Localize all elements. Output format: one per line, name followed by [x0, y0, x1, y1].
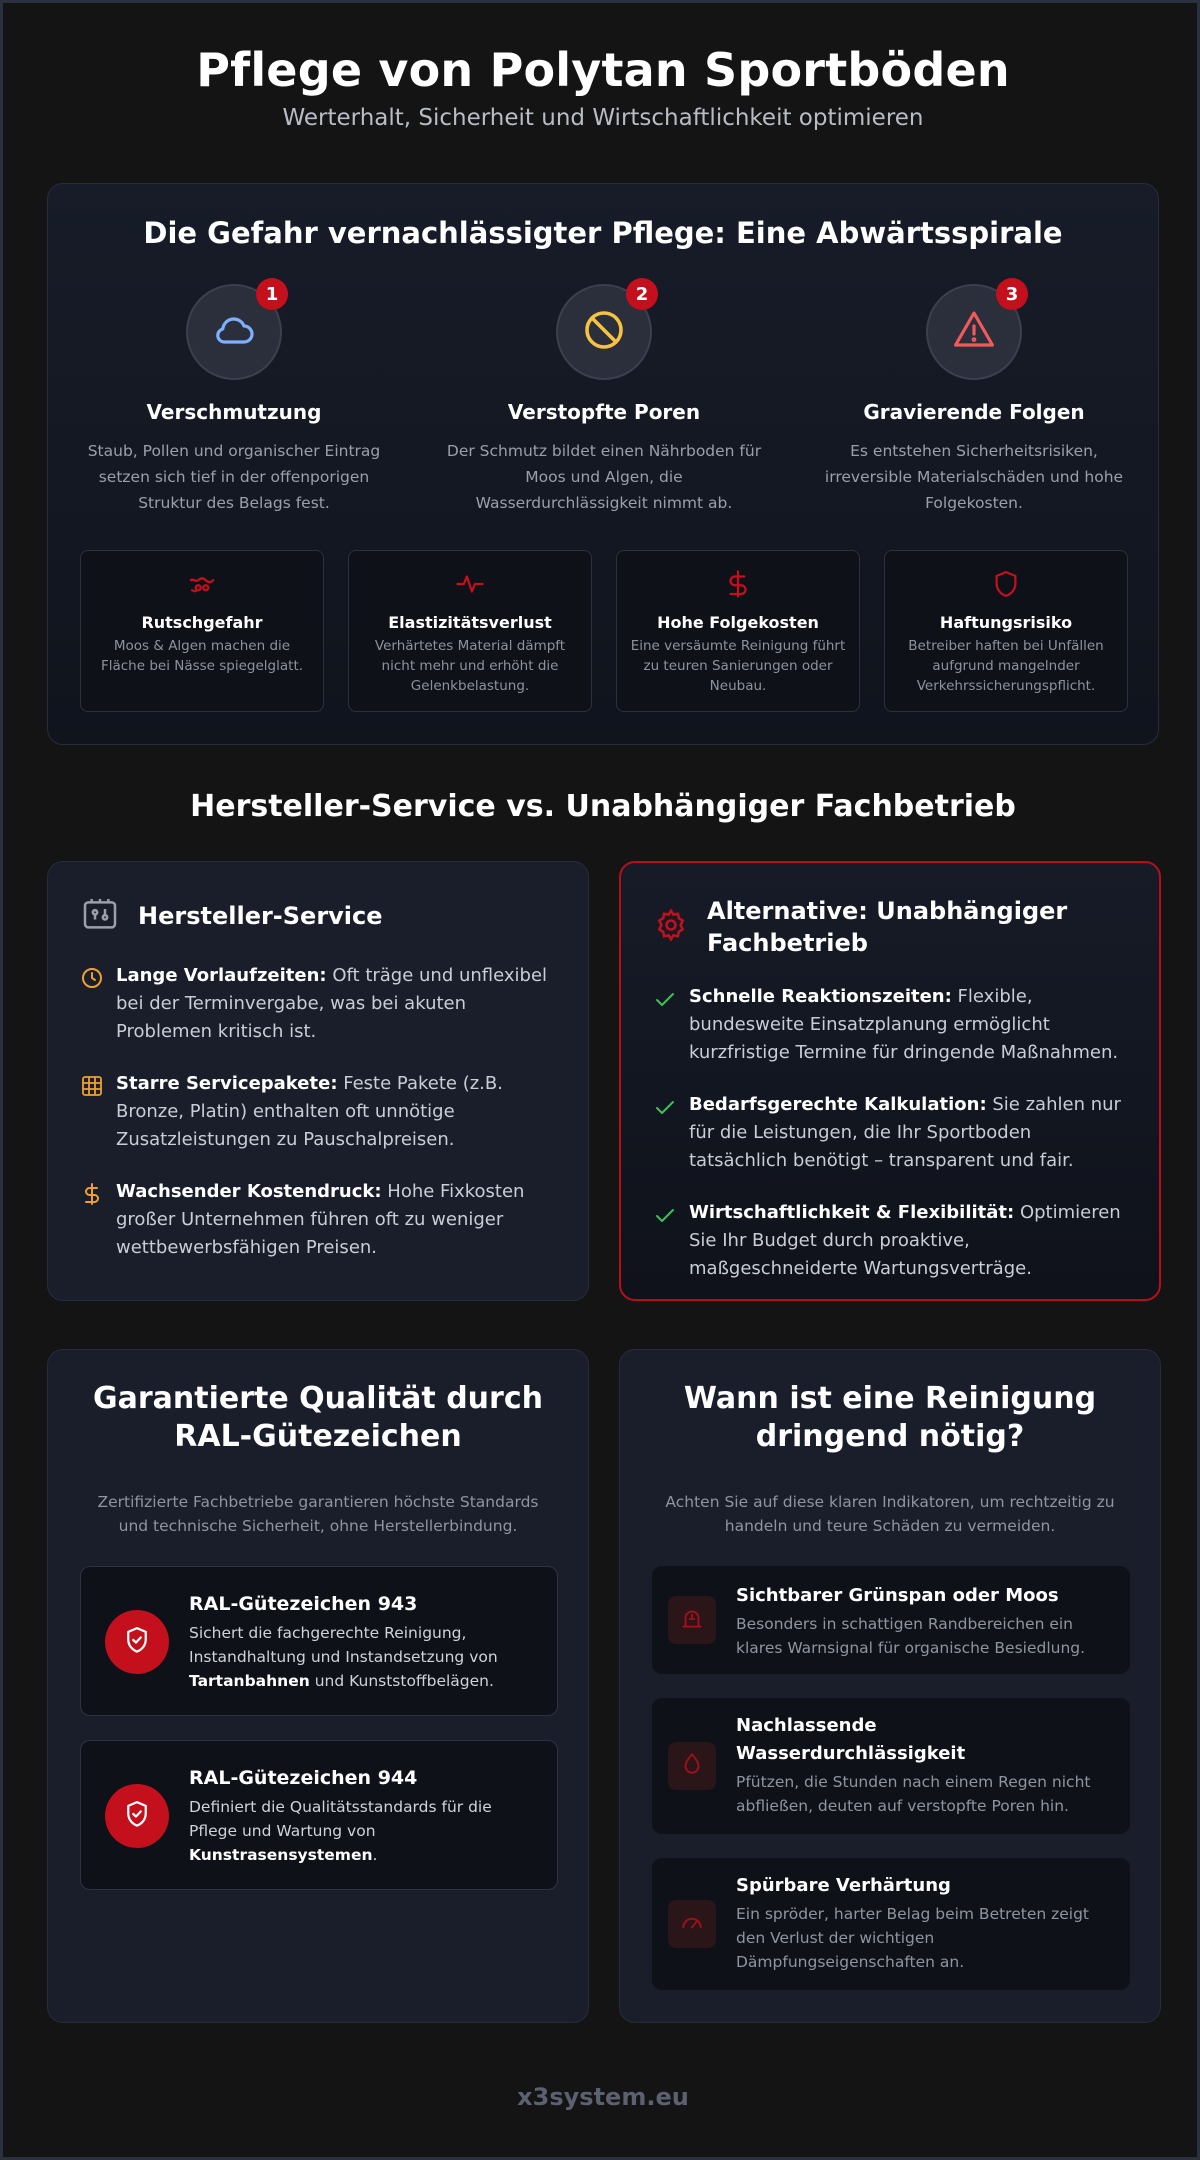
ral-text-bold: Tartanbahnen — [189, 1672, 310, 1690]
indicator-text: Besonders in schattigen Randbereichen ein klares Warnsignal für organische Besiedlung. — [736, 1615, 1086, 1657]
check-icon — [653, 1095, 679, 1123]
indicator-item — [652, 1858, 1130, 1990]
step-icon-circle — [556, 284, 652, 380]
alternative-list — [653, 983, 1127, 1283]
item-bold: Starre Servicepakete: — [116, 1073, 338, 1094]
pulse-icon — [455, 584, 485, 603]
list-item — [653, 1199, 1127, 1283]
check-icon — [653, 1203, 679, 1231]
list-item — [653, 1091, 1127, 1175]
list-item — [653, 983, 1127, 1067]
indicator-title: Spürbare Verhärtung — [736, 1875, 951, 1896]
shield-icon — [991, 584, 1021, 603]
check-icon — [653, 987, 679, 1015]
slip-icon — [187, 584, 217, 603]
warning-icon — [950, 306, 998, 358]
shield-check-icon — [122, 1625, 152, 1659]
ral-text-after: . — [372, 1846, 378, 1864]
manufacturer-title: Hersteller-Service — [138, 902, 383, 930]
risk-card-rutschgefahr — [80, 550, 324, 712]
risk-card-haftung — [884, 550, 1128, 712]
gear-icon — [653, 907, 689, 947]
grid-icon — [80, 1074, 106, 1102]
step-title: Verschmutzung — [146, 400, 322, 424]
page-subtitle: Werterhalt, Sicherheit und Wirtschaftlichkeit optimieren — [282, 105, 924, 131]
list-item — [80, 962, 556, 1046]
step-text: Der Schmutz bildet einen Nährboden für Moos und Algen, die Wasserdurchlässigkeit nimmt ab. — [446, 442, 762, 512]
indicator-title: Nachlassende Wasserdurchlässigkeit — [736, 1715, 966, 1764]
cloud-icon — [210, 306, 258, 358]
urgent-intro: Achten Sie auf diese klaren Indikatoren, um rechtzeitig zu handeln und teure Schäden zu vermeiden. — [665, 1493, 1115, 1535]
step-text: Staub, Pollen und organischer Eintrag setzen sich tief in der offenporigen Struktur des Belags fest. — [87, 442, 381, 512]
step-title: Verstopfte Poren — [507, 400, 701, 424]
list-item — [80, 1178, 556, 1262]
item-bold: Wirtschaftlichkeit & Flexibilität: — [689, 1202, 1015, 1223]
item-text: Oft träge und unflexibel bei der Terminvergabe, was bei akuten Problemen kritisch ist. — [116, 965, 548, 1042]
ban-icon — [580, 306, 628, 358]
item-bold: Schnelle Reaktionszeiten: — [689, 986, 952, 1007]
ral-seal — [105, 1784, 169, 1848]
risk-text: Moos & Algen machen die Fläche bei Nässe spiegelglatt. — [100, 638, 304, 674]
step-title: Gravierende Folgen — [863, 400, 1085, 424]
moss-icon — [679, 1605, 705, 1635]
page-header — [3, 39, 1200, 131]
risk-card-elastizitaet — [348, 550, 592, 712]
ral-item-text — [189, 1795, 537, 1867]
item-text: Flexible, bundesweite Einsatzplanung ermöglicht kurzfristige Termine für dringende Maßnahmen. — [689, 986, 1119, 1063]
step-text: Es entstehen Sicherheitsrisiken, irreversible Materialschäden und hohe Folgekosten. — [824, 442, 1124, 512]
alternative-card — [619, 861, 1161, 1301]
item-bold: Wachsender Kostendruck: — [116, 1181, 382, 1202]
item-text: Hohe Fixkosten großer Unternehmen führen oft zu weniger wettbewerbsfähigen Preisen. — [116, 1181, 525, 1258]
droplet-icon — [679, 1751, 705, 1781]
risk-title: Rutschgefahr — [141, 613, 263, 632]
ral-text-after: und Kunststoffbelägen. — [309, 1672, 494, 1690]
risk-title: Elastizitätsverlust — [388, 613, 552, 632]
risk-text: Verhärtetes Material dämpft nicht mehr und erhöht die Gelenkbelastung. — [374, 638, 566, 694]
step-icon-circle — [186, 284, 282, 380]
step-number-badge: 3 — [996, 278, 1028, 310]
indicator-title: Sichtbarer Grünspan oder Moos — [736, 1585, 1059, 1606]
urgent-title: Wann ist eine Reinigung dringend nötig? — [683, 1381, 1097, 1454]
spiral-title: Die Gefahr vernachlässigter Pflege: Eine Abwärtsspirale — [143, 216, 1063, 250]
step-number-badge: 2 — [626, 278, 658, 310]
list-item — [80, 1070, 556, 1154]
manufacturer-list — [80, 962, 556, 1262]
risk-title: Haftungsrisiko — [939, 613, 1073, 632]
ral-item-944 — [80, 1740, 558, 1890]
ral-intro: Zertifizierte Fachbetriebe garantieren höchste Standards und technische Sicherheit, ohne Herstellerbindung. — [97, 1493, 539, 1535]
risk-title: Hohe Folgekosten — [657, 613, 819, 632]
gauge-icon — [679, 1909, 705, 1939]
alternative-header — [653, 895, 1127, 959]
alternative-title: Alternative: Unabhängiger Fachbetrieb — [707, 897, 1068, 957]
footer-link[interactable]: x3system.eu — [517, 2083, 689, 2111]
step-2 — [434, 284, 774, 516]
spiral-section — [47, 183, 1159, 745]
factory-icon — [80, 894, 120, 938]
ral-card — [47, 1349, 589, 2023]
ral-text-bold: Kunstrasensystemen — [189, 1846, 373, 1864]
comparison-title: Hersteller-Service vs. Unabhängiger Fachbetrieb — [190, 789, 1016, 824]
manufacturer-card — [47, 861, 589, 1301]
dollar-icon — [723, 584, 753, 603]
risk-text: Eine versäumte Reinigung führt zu teuren Sanierungen oder Neubau. — [630, 638, 846, 694]
step-number-badge: 1 — [256, 278, 288, 310]
page-title: Pflege von Polytan Sportböden — [196, 43, 1010, 97]
ral-item-text — [189, 1621, 537, 1693]
ral-seal — [105, 1610, 169, 1674]
indicator-item — [652, 1698, 1130, 1834]
ral-title: Garantierte Qualität durch RAL-Gütezeichen — [93, 1381, 543, 1454]
item-bold: Bedarfsgerechte Kalkulation: — [689, 1094, 987, 1115]
item-text: Sie zahlen nur für die Leistungen, die Ihr Sportboden tatsächlich benötigt – transparent und fair. — [689, 1094, 1121, 1171]
ral-text-part: Sichert die fachgerechte Reinigung, Instandhaltung und Instandsetzung von — [189, 1624, 498, 1666]
indicator-icon-box — [668, 1742, 716, 1790]
indicator-icon-box — [668, 1900, 716, 1948]
shield-check-icon — [122, 1799, 152, 1833]
indicator-item — [652, 1566, 1130, 1674]
manufacturer-header — [80, 894, 556, 938]
urgent-card — [619, 1349, 1161, 2023]
indicator-text: Ein spröder, harter Belag beim Betreten zeigt den Verlust der wichtigen Dämpfungseigenschaften an. — [736, 1905, 1090, 1971]
clock-icon — [80, 966, 106, 994]
ral-text-part: Definiert die Qualitätsstandards für die Pflege und Wartung von — [189, 1798, 492, 1840]
risk-text: Betreiber haften bei Unfällen aufgrund mangelnder Verkehrssicherungspflicht. — [908, 638, 1104, 694]
ral-item-title: RAL-Gütezeichen 943 — [189, 1593, 418, 1615]
step-icon-circle — [926, 284, 1022, 380]
ral-item-title: RAL-Gütezeichen 944 — [189, 1767, 418, 1789]
item-bold: Lange Vorlaufzeiten: — [116, 965, 327, 986]
dollar-icon — [80, 1182, 106, 1210]
item-text: Feste Pakete (z.B. Bronze, Platin) enthalten oft unnötige Zusatzleistungen zu Pauschalpreisen. — [116, 1073, 503, 1150]
item-text: Optimieren Sie Ihr Budget durch proaktive, maßgeschneiderte Wartungsverträge. — [689, 1202, 1121, 1279]
risk-card-folgekosten — [616, 550, 860, 712]
indicator-text: Pfützen, die Stunden nach einem Regen nicht abfließen, deuten auf verstopfte Poren hin. — [736, 1773, 1091, 1815]
step-3 — [804, 284, 1144, 516]
ral-item-943 — [80, 1566, 558, 1716]
indicator-icon-box — [668, 1596, 716, 1644]
step-1 — [64, 284, 404, 516]
